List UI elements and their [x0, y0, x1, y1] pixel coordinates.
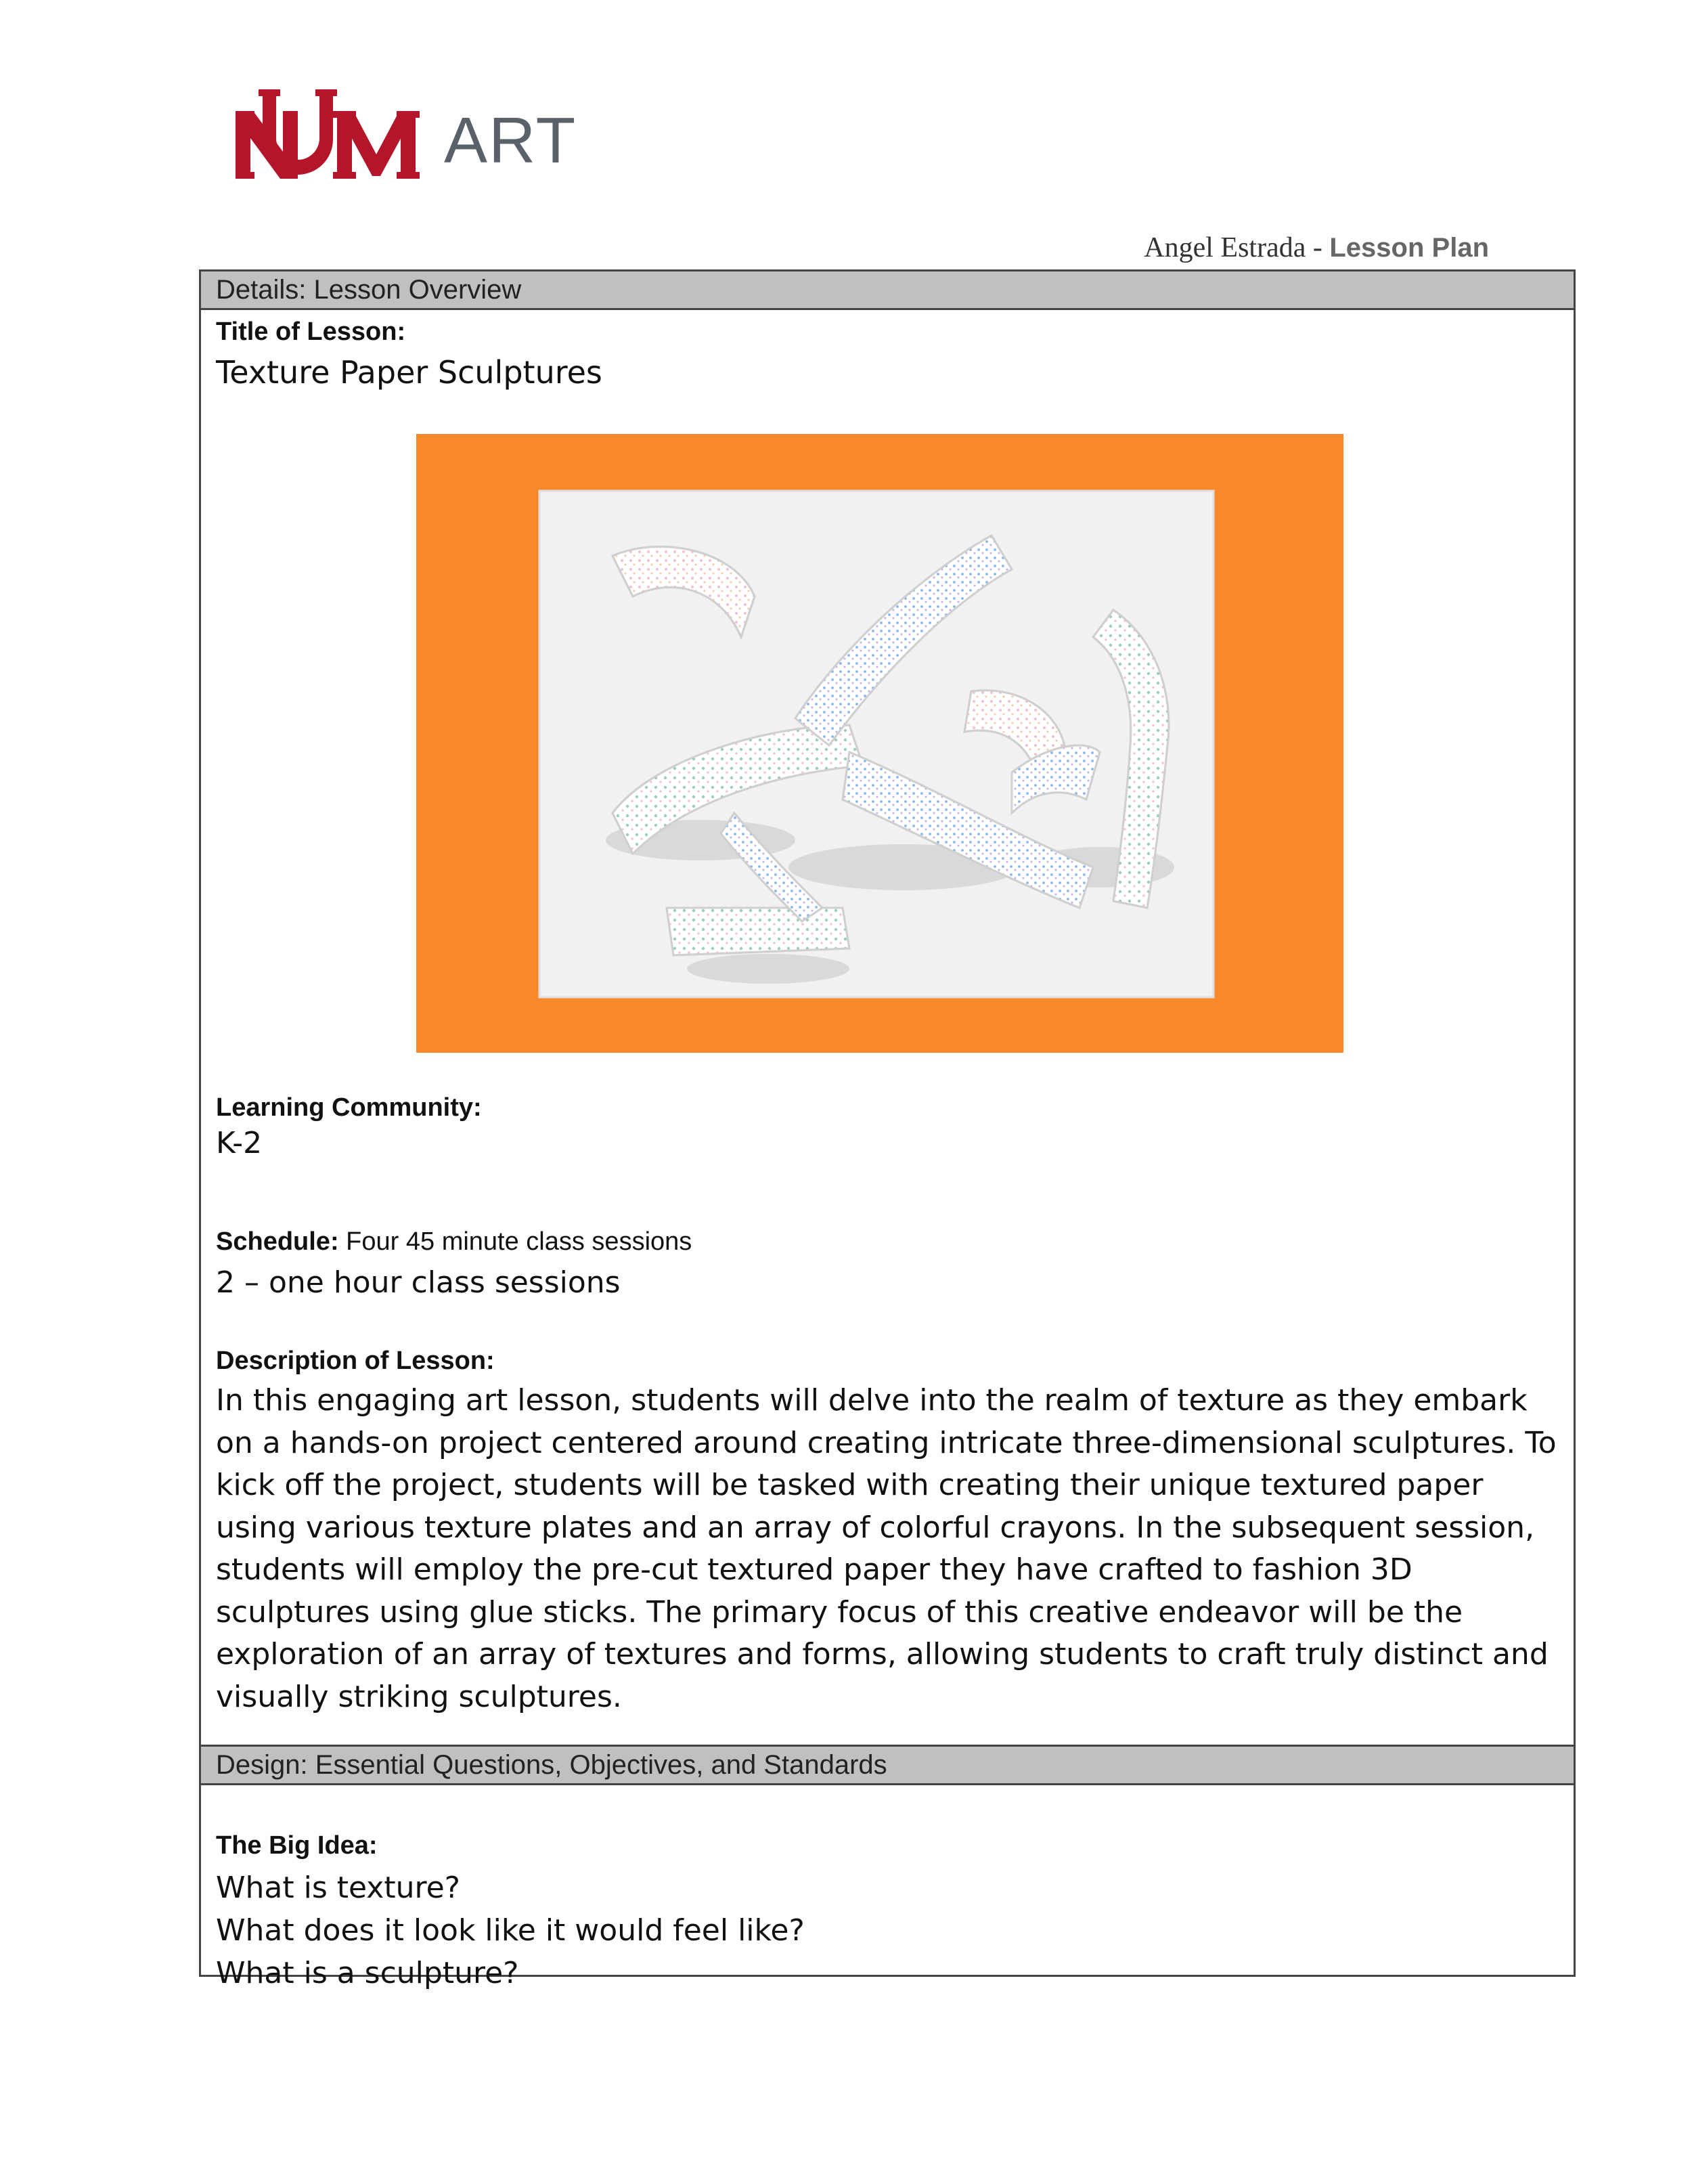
title-label: Title of Lesson:	[216, 318, 406, 346]
section-heading-design: Design: Essential Questions, Objectives, and Standards	[201, 1745, 1574, 1785]
lesson-description: In this engaging art lesson, students will delve into the realm of texture as they embark on a hands-on project centered around creating intricate three-dimensional sculptures. To kick off the project, students will be tasked with creating their unique textured paper using various texture plates and an array of colorful crayons. In the subsequent session, students will employ the pre-cut textured paper they have crafted to fashion 3D sculptures using glue sticks. The primary focus of this creative endeavor will be the exploration of an array of textures and forms, allowing students to craft truly distinct and visually striking sculptures.	[216, 1383, 1557, 1714]
section-heading-overview: Details: Lesson Overview	[201, 271, 1574, 310]
schedule-inline-value: Four 45 minute class sessions	[346, 1227, 692, 1256]
sculpture-photo	[416, 434, 1343, 1053]
schedule-value: 2 – one hour class sessions	[216, 1265, 621, 1300]
question-item: What is texture?	[216, 1871, 461, 1905]
unm-logo-icon	[236, 89, 432, 211]
lesson-title: Texture Paper Sculptures	[216, 354, 602, 391]
schedule-label: Schedule:	[216, 1227, 339, 1256]
doc-type: Lesson Plan	[1329, 233, 1489, 263]
schedule-row	[216, 1229, 692, 1254]
community-label: Learning Community:	[216, 1093, 482, 1122]
description-label: Description of Lesson:	[216, 1347, 495, 1375]
texture-sculpture-image	[416, 434, 1343, 1053]
unm-art-logo	[236, 89, 587, 211]
big-idea-label: The Big Idea:	[216, 1831, 378, 1860]
question-item: What does it look like it would feel like?	[216, 1913, 805, 1948]
big-idea-questions	[216, 1866, 805, 1994]
logo-art-text: ART	[444, 104, 577, 177]
author-separator: -	[1306, 232, 1330, 263]
author-line	[1144, 234, 1489, 262]
author-name: Angel Estrada	[1144, 232, 1306, 263]
question-item: What is a sculpture?	[216, 1956, 519, 1990]
community-value: K-2	[216, 1126, 263, 1160]
lesson-plan-table	[199, 269, 1576, 1990]
